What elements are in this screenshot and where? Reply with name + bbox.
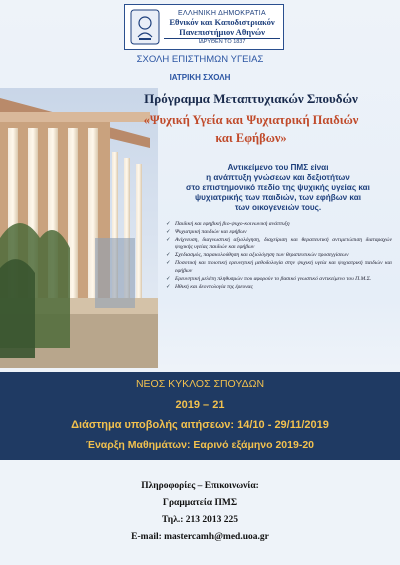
program-title: Πρόγραμμα Μεταπτυχιακών Σπουδών [144,91,358,106]
contact-block [0,478,400,546]
objective-line2: η ανάπτυξη γνώσεων και δεξιοτήτων [206,173,350,182]
course-start: Έναρξη Μαθημάτων: Εαρινό εξάμηνο 2019-20 [85,439,314,451]
university-seal-icon [130,9,160,45]
list-item: ✓ Ερευνητική μελέτη πληθυσμών που αφορούν το βασικό γνωστικό αντικείμενο του Π.Μ.Σ. [166,276,392,283]
logo-country: ΕΛΛΗΝΙΚΗ ΔΗΜΟΚΡΑΤΙΑ [178,9,266,17]
objective-line1: Αντικείμενο του ΠΜΣ είναι [227,163,329,172]
logo-text [164,10,280,45]
objective-heading [162,163,394,213]
list-item: ✓ Σχεδιασμός, παρακολούθηση και αξιολόγηση των θεραπευτικών προσεγγίσεων [166,252,392,259]
logo-founded: ΙΔΡΥΘΕΝ ΤΟ 1837 [164,38,280,45]
contact-phone: Τηλ.: 213 2013 225 [161,515,239,525]
logo-name-line2: Πανεπιστήμιον Αθηνών [179,26,265,37]
application-period: Διάστημα υποβολής αιτήσεων: 14/10 - 29/11/2019 [71,419,329,431]
list-item: ✓ Ψυχιατρική παιδιών και εφήβων [166,229,392,236]
contact-heading: Πληροφορίες – Επικοινωνία: [141,481,259,491]
program-subtitle-line1: «Ψυχική Υγεία και Ψυχιατρική Παιδιών [143,113,359,127]
list-item: ✓ Ποσοτική και ποιοτική ερευνητική μεθοδολογία στην ψυχική υγεία και ψυχιατρική παιδιών και εφήβων [166,260,392,275]
objective-list [166,221,392,292]
cycle-years: 2019 – 21 [175,399,225,411]
objective-line3: στο επιστημονικό πεδίο της ψυχικής υγείας και [186,183,370,192]
objective-line4: ψυχιατρικής των παιδιών, των εφήβων και [194,193,362,202]
university-logo [124,4,284,50]
school-name: ΣΧΟΛΗ ΕΠΙΣΤΗΜΩΝ ΥΓΕΙΑΣ [136,54,264,65]
contact-office: Γραμματεία ΠΜΣ [162,498,238,508]
list-item: ✓ Ανίχνευση, διαγνωστική αξιολόγηση, διαχείριση και θεραπευτική αντιμετώπιση διαταραχών ψυχικής υγείας παιδιών και εφήβων [166,237,392,252]
program-subtitle-line2: και Εφήβων» [215,131,287,145]
department-name: ΙΑΤΡΙΚΗ ΣΧΟΛΗ [169,73,231,82]
list-item: ✓ Ηθική και δεοντολογία της έρευνας [166,284,392,291]
objective-line5: των οικογενειών τους. [234,203,322,212]
logo-name-line1: Εθνικόν και Καποδιστριακόν [169,16,275,27]
contact-email[interactable]: E-mail: mastercamh@med.uoa.gr [131,532,269,542]
cycle-title: ΝΕΟΣ ΚΥΚΛΟΣ ΣΠΟΥΔΩΝ [135,378,265,390]
program-subtitle [116,111,386,147]
announcement-band [0,372,400,460]
list-item: ✓ Παιδική και εφηβική βιο-ψυχο-κοινωνική ανάπτυξη [166,221,392,228]
